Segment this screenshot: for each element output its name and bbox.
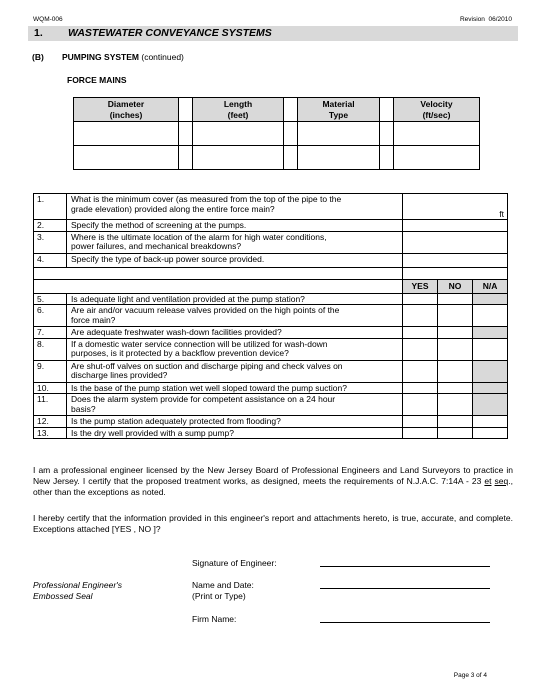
section-title-bar [28, 26, 518, 41]
question-row [34, 327, 508, 339]
no-checkbox[interactable] [438, 293, 473, 305]
question-text: Is the base of the pump station wet well sloped toward the pump suction? [67, 382, 403, 394]
column-spacer [380, 98, 394, 122]
yes-header: YES [403, 279, 438, 293]
no-checkbox[interactable] [438, 360, 473, 382]
question-row [34, 360, 508, 382]
question-number: 12. [34, 416, 67, 428]
no-checkbox[interactable] [438, 416, 473, 428]
force-mains-heading: FORCE MAINS [67, 75, 127, 85]
col-length-header: Length (feet) [193, 98, 284, 122]
yes-checkbox[interactable] [403, 360, 438, 382]
question-row [34, 194, 508, 220]
na-checkbox [473, 360, 508, 382]
column-spacer [284, 122, 298, 146]
question-row [34, 220, 508, 232]
question-row [34, 253, 508, 267]
column-spacer [179, 122, 193, 146]
question-text: Is the dry well provided with a sump pump? [67, 427, 403, 439]
column-spacer [380, 146, 394, 170]
column-spacer [380, 122, 394, 146]
no-checkbox[interactable] [438, 305, 473, 327]
na-checkbox [473, 382, 508, 394]
name-date-label: Name and Date: (Print or Type) [192, 580, 254, 601]
section-title: WASTEWATER CONVEYANCE SYSTEMS [68, 27, 272, 39]
question-row [34, 305, 508, 327]
questions-table [33, 193, 508, 439]
na-header: N/A [473, 279, 508, 293]
no-checkbox[interactable] [438, 394, 473, 416]
subsection-title: PUMPING SYSTEM [62, 52, 139, 62]
question-number: 4. [34, 253, 67, 267]
question-row [34, 382, 508, 394]
engineer-license-statement: I am a professional engineer licensed by the New Jersey Board of Professional Engineers and Land Surveyors to practice in New Jersey. I certify that the proposed treatment works, as designed, meets the requirements of N.J.A.C. 7:14A - 23 et seq., other than the exceptions as noted. [33, 465, 513, 497]
column-spacer [179, 146, 193, 170]
question-number: 3. [34, 231, 67, 253]
column-spacer [179, 98, 193, 122]
firm-name-line[interactable] [320, 622, 490, 623]
question-number: 13. [34, 427, 67, 439]
force-mains-row [74, 122, 480, 146]
engineer-certification-statement: I hereby certify that the information provided in this engineer's report and attachments hereto, is true, accurate, and complete. Exceptions attached [YES , NO ]? [33, 513, 513, 534]
revision-label: Revision [459, 16, 485, 23]
yes-checkbox[interactable] [403, 305, 438, 327]
question-number: 10. [34, 382, 67, 394]
question-number: 2. [34, 220, 67, 232]
question-text: Is the pump station adequately protected from flooding? [67, 416, 403, 428]
no-checkbox[interactable] [438, 382, 473, 394]
yes-checkbox[interactable] [403, 327, 438, 339]
material-field[interactable] [298, 146, 380, 170]
question-number: 8. [34, 338, 67, 360]
page-header [33, 16, 512, 26]
column-spacer [284, 98, 298, 122]
question-number: 7. [34, 327, 67, 339]
question-number: 9. [34, 360, 67, 382]
question-text: Where is the ultimate location of the alarm for high water conditions, power failures, and mechanical breakdowns? [67, 231, 403, 253]
yes-no-header-row [34, 279, 508, 293]
yes-checkbox[interactable] [403, 427, 438, 439]
velocity-field[interactable] [394, 122, 480, 146]
signature-label: Signature of Engineer: [192, 558, 277, 568]
answer-field[interactable] [403, 231, 508, 253]
question-number: 1. [34, 194, 67, 220]
form-id: WQM-006 [33, 16, 63, 23]
no-checkbox[interactable] [438, 327, 473, 339]
na-checkbox [473, 327, 508, 339]
yes-checkbox[interactable] [403, 338, 438, 360]
section-number: 1. [34, 27, 43, 39]
question-text: Are air and/or vacuum release valves provided on the high points of the force main? [67, 305, 403, 327]
question-number: 5. [34, 293, 67, 305]
unit-ft: ft [499, 208, 505, 219]
yes-checkbox[interactable] [403, 293, 438, 305]
question-row [34, 427, 508, 439]
question-row [34, 293, 508, 305]
diameter-field[interactable] [74, 122, 179, 146]
answer-field[interactable] [403, 220, 508, 232]
name-date-line[interactable] [320, 588, 490, 589]
col-diameter-header: Diameter (inches) [74, 98, 179, 122]
question-text: Does the alarm system provide for competent assistance on a 24 hour basis? [67, 394, 403, 416]
material-field[interactable] [298, 122, 380, 146]
velocity-field[interactable] [394, 146, 480, 170]
page-number: Page 3 of 4 [453, 672, 487, 679]
na-checkbox[interactable] [473, 338, 508, 360]
length-field[interactable] [193, 146, 284, 170]
question-text: Is adequate light and ventilation provided at the pump station? [67, 293, 403, 305]
question-text: If a domestic water service connection will be utilized for wash-down purposes, is it protected by a backflow prevention device? [67, 338, 403, 360]
question-text: Specify the type of back-up power source provided. [67, 253, 403, 267]
subsection-label: (B) [32, 52, 44, 62]
question-text: Are shut-off valves on suction and discharge piping and check valves on discharge lines provided? [67, 360, 403, 382]
question-row [34, 394, 508, 416]
na-checkbox [473, 293, 508, 305]
column-spacer [284, 146, 298, 170]
col-velocity-header: Velocity (ft/sec) [394, 98, 480, 122]
yes-checkbox[interactable] [403, 382, 438, 394]
diameter-field[interactable] [74, 146, 179, 170]
question-number: 11. [34, 394, 67, 416]
na-checkbox[interactable] [473, 427, 508, 439]
question-row [34, 231, 508, 253]
yes-checkbox[interactable] [403, 416, 438, 428]
question-row [34, 338, 508, 360]
answer-field[interactable] [403, 194, 508, 220]
na-checkbox[interactable] [473, 416, 508, 428]
no-checkbox[interactable] [438, 338, 473, 360]
force-mains-header-row [74, 98, 480, 122]
question-row [34, 416, 508, 428]
firm-name-label: Firm Name: [192, 614, 237, 624]
na-checkbox [473, 394, 508, 416]
subsection-heading [32, 52, 184, 62]
no-checkbox[interactable] [438, 427, 473, 439]
no-header: NO [438, 279, 473, 293]
yes-checkbox[interactable] [403, 394, 438, 416]
col-material-header: Material Type [298, 98, 380, 122]
signature-line[interactable] [320, 566, 490, 567]
revision [460, 16, 512, 23]
na-checkbox[interactable] [473, 305, 508, 327]
question-number: 6. [34, 305, 67, 327]
force-mains-row [74, 146, 480, 170]
revision-date: 06/2010 [488, 16, 512, 23]
question-text: Specify the method of screening at the pumps. [67, 220, 403, 232]
question-text: What is the minimum cover (as measured from the top of the pipe to the grade elevation) provided along the entire force main? [67, 194, 403, 220]
length-field[interactable] [193, 122, 284, 146]
question-spacer-row [34, 267, 508, 279]
answer-field[interactable] [403, 253, 508, 267]
question-text: Are adequate freshwater wash-down facilities provided? [67, 327, 403, 339]
force-mains-table [73, 97, 480, 170]
engineer-seal-label: Professional Engineer's Embossed Seal [33, 580, 123, 601]
subsection-continued: (continued) [141, 52, 184, 62]
